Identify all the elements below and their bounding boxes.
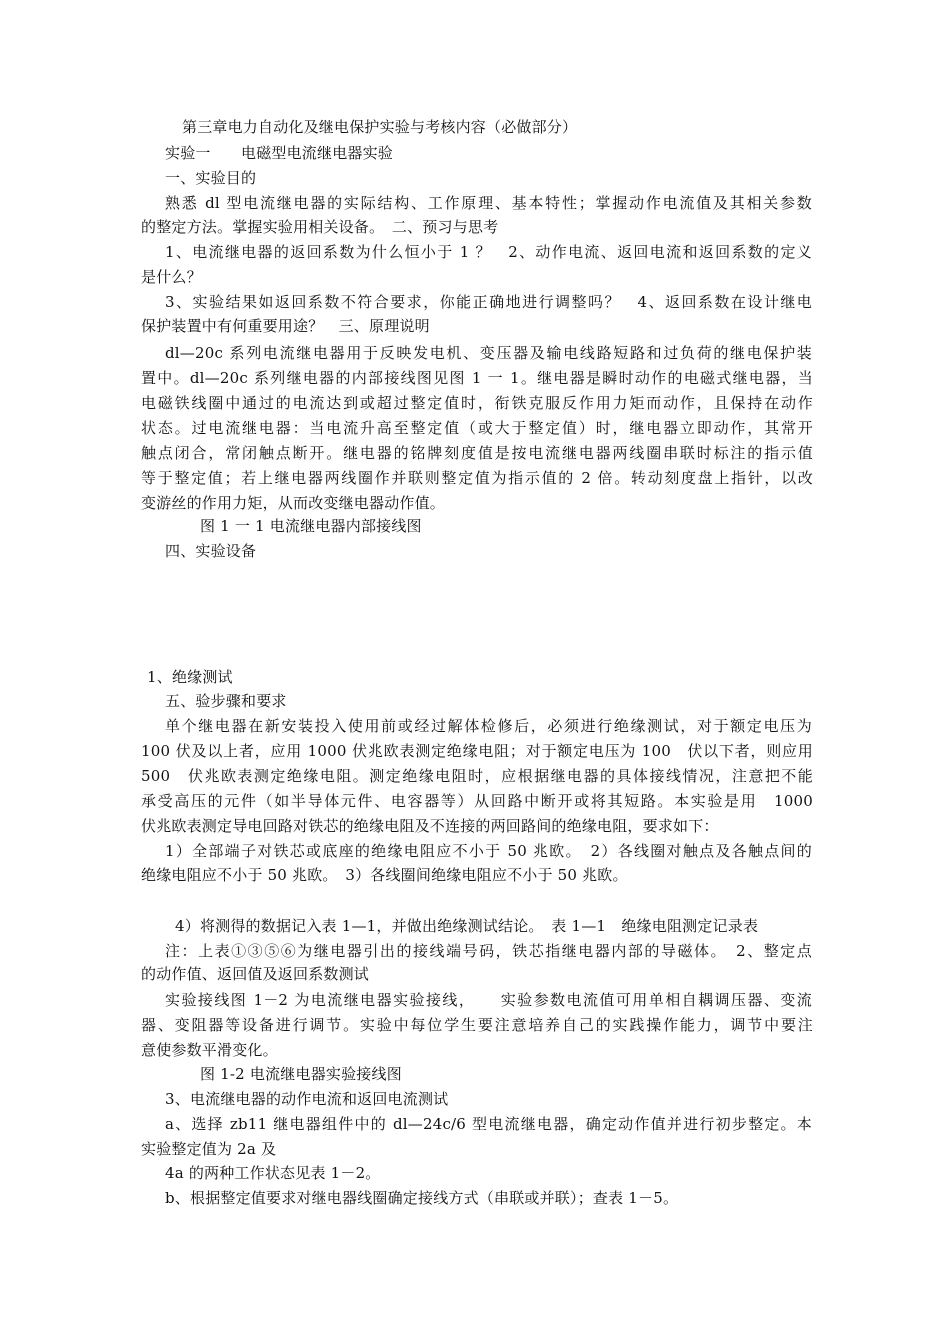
paragraph-line: 意使参数平滑变化。 [141,1041,278,1059]
experiment-heading: 实验一 电磁型电流继电器实验 [165,144,394,162]
paragraph-line: 器、变阻器等设备进行调节。实验中每位学生要注意培养自己的实践操作能力，调节中要注 [141,1016,813,1034]
paragraph-line: dl—20c 系列电流继电器用于反映发电机、变压器及输电线路短路和过负荷的继电保护装 [165,344,812,362]
paragraph-line: 4a 的两种工作状态见表 1－2。 [165,1164,381,1182]
subsection-heading: 3、电流继电器的动作电流和返回电流测试 [165,1090,449,1108]
paragraph-line: 状态。过电流继电器：当电流升高至整定值（或大于整定值）时，继电器立即动作，其常开 [141,419,813,437]
paragraph-line: 3、实验结果如返回系数不符合要求，你能正确地进行调整吗？ 4、返回系数在设计继电 [165,293,812,311]
paragraph-line: 置中。dl—20c 系列继电器的内部接线图见图 1 一 1。继电器是瞬时动作的电磁式继电器，当 [141,369,813,387]
paragraph-line: 绝缘电阻应不小于 50 兆欧。 3）各线圈间绝缘电阻应不小于 50 兆欧。 [141,866,628,884]
section-heading: 一、实验目的 [165,169,257,187]
paragraph-line: 承受高压的元件（如半导体元件、电容器等）从回路中断开或将其短路。本实验是用 1000 [141,792,813,810]
paragraph-line: 电磁铁线圈中通过的电流达到或超过整定值时，衔铁克服反作用力矩而动作，且保持在动作 [141,394,813,412]
paragraph-line: 的整定方法。掌握实验用相关设备。 二、预习与思考 [141,218,499,236]
figure-caption: 图 1-2 电流继电器实验接线图 [200,1065,402,1083]
paragraph-line: 单个继电器在新安装投入使用前或经过解体检修后，必须进行绝缘测试，对于额定电压为 [165,717,812,735]
paragraph-line: 保护装置中有何重要用途？ 三、原理说明 [141,317,430,335]
paragraph-line: 注：上表①③⑤⑥为继电器引出的接线端号码，铁芯指继电器内部的导磁体。 2、整定点 [165,942,812,960]
figure-caption: 图 1 一 1 电流继电器内部接线图 [200,517,422,535]
paragraph-line: 实验接线图 1－2 为电流继电器实验接线， 实验参数电流值可用单相自耦调压器、变流 [165,991,812,1009]
paragraph-line: 100 伏及以上者，应用 1000 伏兆欧表测定绝缘电阻；对于额定电压为 100 伏以下者，则应用 [141,742,813,760]
paragraph-line: 触点闭合，常闭触点断开。继电器的铭牌刻度值是按电流继电器两线圈串联时标注的指示值 [141,444,813,462]
subsection-heading: 1、绝缘测试 [147,668,233,686]
paragraph-line: 等于整定值；若上继电器两线圈作并联则整定值为指示值的 2 倍。转动刻度盘上指针，以改 [141,469,813,487]
paragraph-line: 4）将测得的数据记入表 1—1，并做出绝缘测试结论。 表 1—1 绝缘电阻测定记录表 [175,917,759,935]
paragraph-line: 变游丝的作用力矩，从而改变继电器动作值。 [141,494,446,512]
section-heading: 五、验步骤和要求 [165,692,287,710]
paragraph-line: 1、电流继电器的返回系数为什么恒小于 1 ？ 2、动作电流、返回电流和返回系数的定义 [165,243,812,261]
paragraph-line: 熟悉 dl 型电流继电器的实际结构、工作原理、基本特性；掌握动作电流值及其相关参数 [165,194,812,212]
chapter-title: 第三章电力自动化及继电保护实验与考核内容（必做部分） [182,118,578,136]
paragraph-line: 是什么？ [141,268,202,286]
paragraph-line: 500 伏兆欧表测定绝缘电阻。测定绝缘电阻时，应根据继电器的具体接线情况，注意把不能 [141,767,813,785]
paragraph-line: 实验整定值为 2a 及 [141,1140,277,1158]
paragraph-line: b、根据整定值要求对继电器线圈确定接线方式（串联或并联）；查表 1－5。 [165,1189,679,1207]
paragraph-line: 伏兆欧表测定导电回路对铁芯的绝缘电阻及不连接的两回路间的绝缘电阻，要求如下： [141,817,719,835]
paragraph-line: 的动作值、返回值及返回系数测试 [141,965,370,983]
paragraph-line: a、选择 zb11 继电器组件中的 dl—24c/6 型电流继电器，确定动作值并进行初步整定。本 [165,1115,812,1133]
section-heading: 四、实验设备 [165,542,257,560]
paragraph-line: 1）全部端子对铁芯或底座的绝缘电阻应不小于 50 兆欧。 2）各线圈对触点及各触点间的 [165,842,812,860]
